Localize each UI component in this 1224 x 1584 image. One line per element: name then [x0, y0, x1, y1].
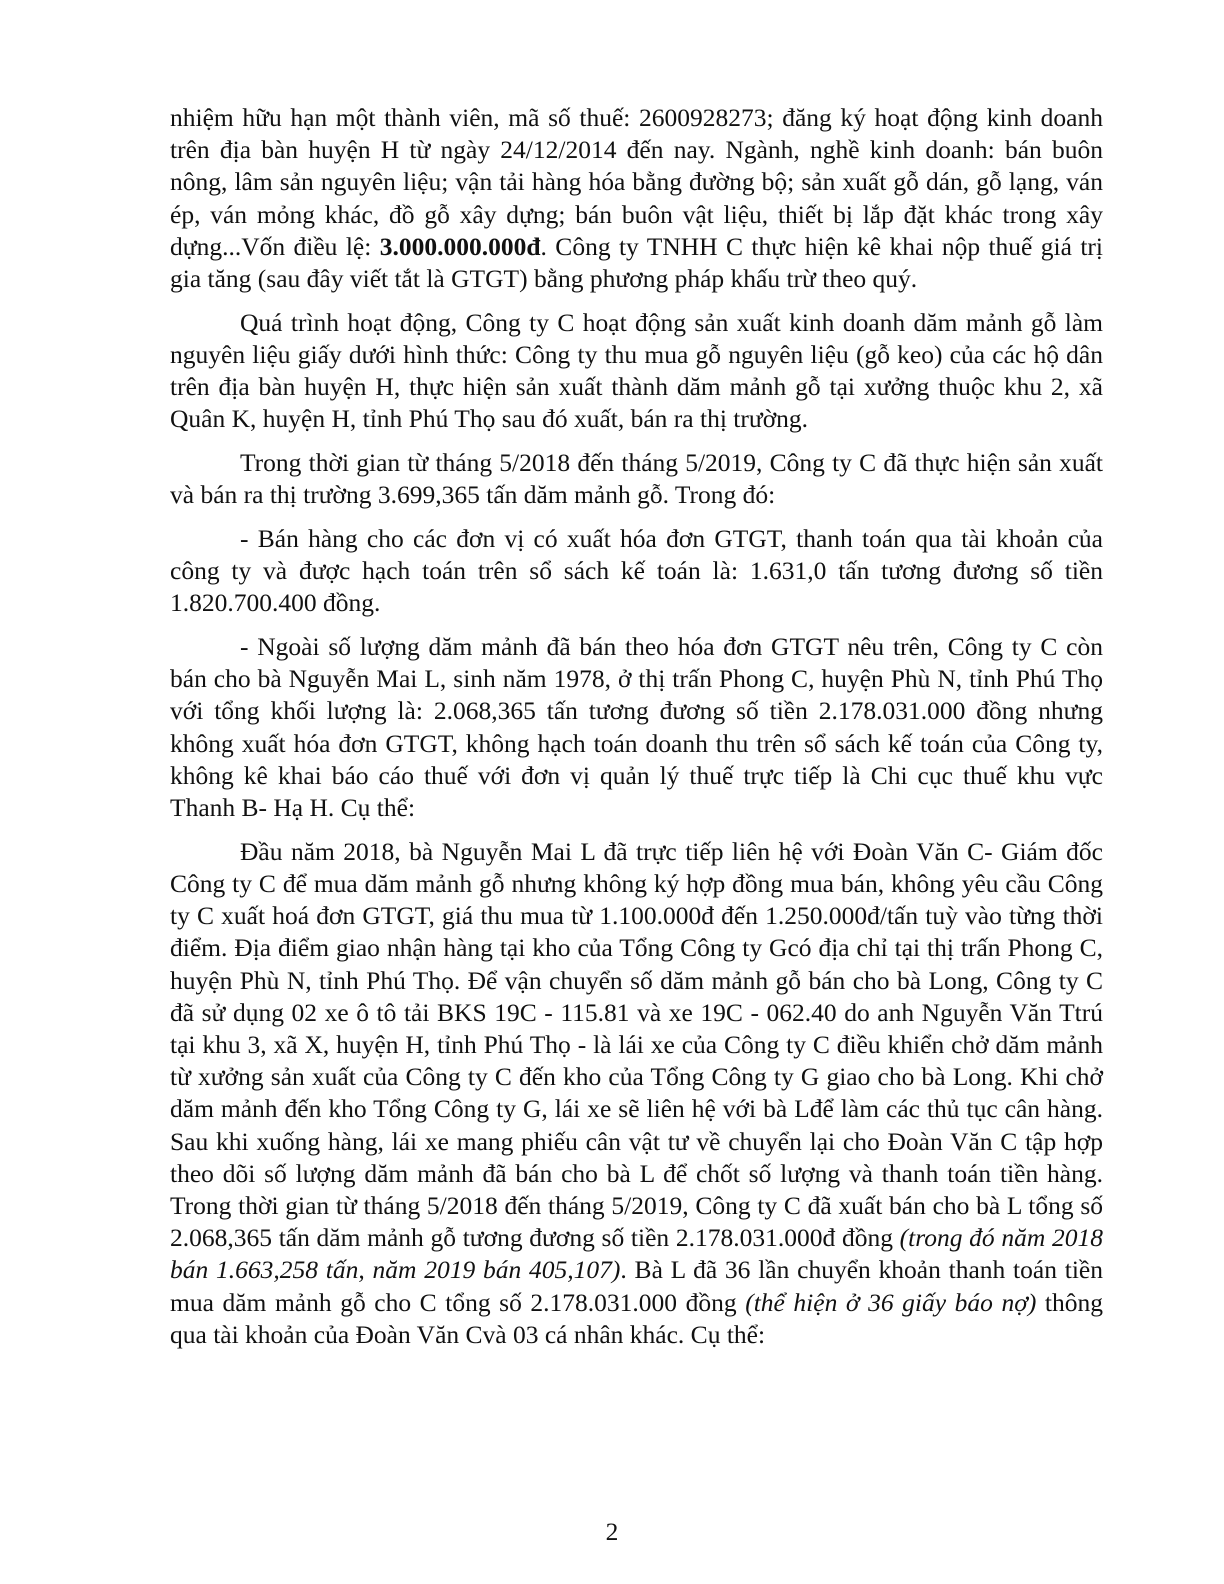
charter-capital-amount: 3.000.000.000đ	[379, 231, 541, 261]
paragraph-invoiced-sales	[170, 523, 1103, 620]
text-run: - Bán hàng cho các đơn vị có xuất hóa đơn GTGT, thanh toán qua tài khoản của công ty và được hạch toán trên sổ sách kế toán là: 1.631,0 tấn tương đương số tiền 1.820.700.400 đồng.	[170, 523, 1103, 618]
text-run: . Công ty TNHH C thực hiện kê khai nộp thuế giá trị gia tăng (sau đây viết tắt là GTGT) bằng phương pháp khấu trừ theo quý.	[170, 231, 1103, 294]
text-run: thông qua tài khoản của Đoàn Văn Cvà 03 cá nhân khác. Cụ thể:	[170, 1287, 1103, 1349]
text-run: Quá trình hoạt động, Công ty C hoạt động sản xuất kinh doanh dăm mảnh gỗ làm nguyên liệu giấy dưới hình thức: Công ty thu mua gỗ nguyên liệu (gỗ keo) của các hộ dân trên địa bàn huyện H, thực hiện sản xuất thành dăm mảnh gỗ tại xưởng thuộc khu 2, xã Quân K, huyện H, tỉnh Phú Thọ sau đó xuất, bán ra thị trường.	[170, 307, 1103, 434]
paragraph-operations	[170, 307, 1103, 436]
paragraph-company-info	[170, 102, 1103, 295]
paragraph-uninvoiced-sales	[170, 631, 1103, 824]
page-number: 2	[605, 1517, 619, 1546]
text-run: . Bà L đã 36 lần chuyển khoản thanh toán tiền mua dăm mảnh gỗ cho C tổng số 2.178.031.000 đồng	[170, 1255, 1103, 1317]
document-body	[170, 102, 1103, 1351]
paragraph-production-volume	[170, 447, 1103, 511]
italic-note: (trong đó năm 2018 bán 1.663,258 tấn, năm 2019 bán 405,107)	[170, 1223, 1103, 1285]
text-run: Trong thời gian từ tháng 5/2018 đến tháng 5/2019, Công ty C đã thực hiện sản xuất và bán ra thị trường 3.699,365 tấn dăm mảnh gỗ. Trong đó:	[170, 448, 1103, 510]
text-run: - Ngoài số lượng dăm mảnh đã bán theo hóa đơn GTGT nêu trên, Công ty C còn bán cho bà Nguyễn Mai L, sinh năm 1978, ở thị trấn Phong C, huyện Phù N, tỉnh Phú Thọ với tổng khối lượng là: 2.068,365 tấn tương đương số tiền 2.178.031.000 đồng nhưng không xuất hóa đơn GTGT, không hạch toán doanh thu trên sổ sách kế toán của Công ty, không kê khai báo cáo thuế với đơn vị quản lý thuế trực tiếp là Chi cục thuế khu vực Thanh B- Hạ H. Cụ thể:	[170, 632, 1103, 823]
italic-note: (thể hiện ở 36 giấy báo nợ)	[745, 1287, 1037, 1317]
text-run: nhiệm hữu hạn một thành viên, mã số thuế: 2600928273; đăng ký hoạt động kinh doanh trên địa bàn huyện H từ ngày 24/12/2014 đến nay. Ngành, nghề kinh doanh: bán buôn nông, lâm sản nguyên liệu; vận tải hàng hóa bằng đường bộ; sản xuất gỗ dán, gỗ lạng, ván ép, ván mỏng khác, đồ gỗ xây dựng; bán buôn vật liệu, thiết bị lắp đặt khác trong xây dựng...Vốn điều lệ:	[170, 103, 1103, 261]
text-run: Đầu năm 2018, bà Nguyễn Mai L đã trực tiếp liên hệ với Đoàn Văn C- Giám đốc Công ty C để mua dăm mảnh gỗ nhưng không ký hợp đồng mua bán, không yêu cầu Công ty C xuất hoá đơn GTGT, giá thu mua từ 1.100.000đ đến 1.250.000đ/tấn tuỳ vào từng thời điểm. Địa điểm giao nhận hàng tại kho của Tổng Công ty Gcó địa chỉ tại thị trấn Phong C, huyện Phù N, tỉnh Phú Thọ. Để vận chuyển số dăm mảnh gỗ bán cho bà Long, Công ty C đã sử dụng 02 xe ô tô tải BKS 19C - 115.81 và xe 19C - 062.40 do anh Nguyễn Văn Ttrú tại khu 3, xã X, huyện H, tỉnh Phú Thọ - là lái xe của Công ty C điều khiển chở dăm mảnh từ xưởng sản xuất của Công ty C đến kho của Tổng Công ty G giao cho bà Long. Khi chở dăm mảnh đến kho Tổng Công ty G, lái xe sẽ liên hệ với bà Lđể làm các thủ tục cân hàng. Sau khi xuống hàng, lái xe mang phiếu cân vật tư về chuyển lại cho Đoàn Văn C tập hợp theo dõi số lượng dăm mảnh đã bán cho bà L để chốt số lượng và thanh toán tiền hàng. Trong thời gian từ tháng 5/2018 đến tháng 5/2019, Công ty C đã xuất bán cho bà L tổng số 2.068,365 tấn dăm mảnh gỗ tương đương số tiền 2.178.031.000đ đồng	[170, 836, 1103, 1253]
paragraph-transaction-details	[170, 836, 1103, 1351]
